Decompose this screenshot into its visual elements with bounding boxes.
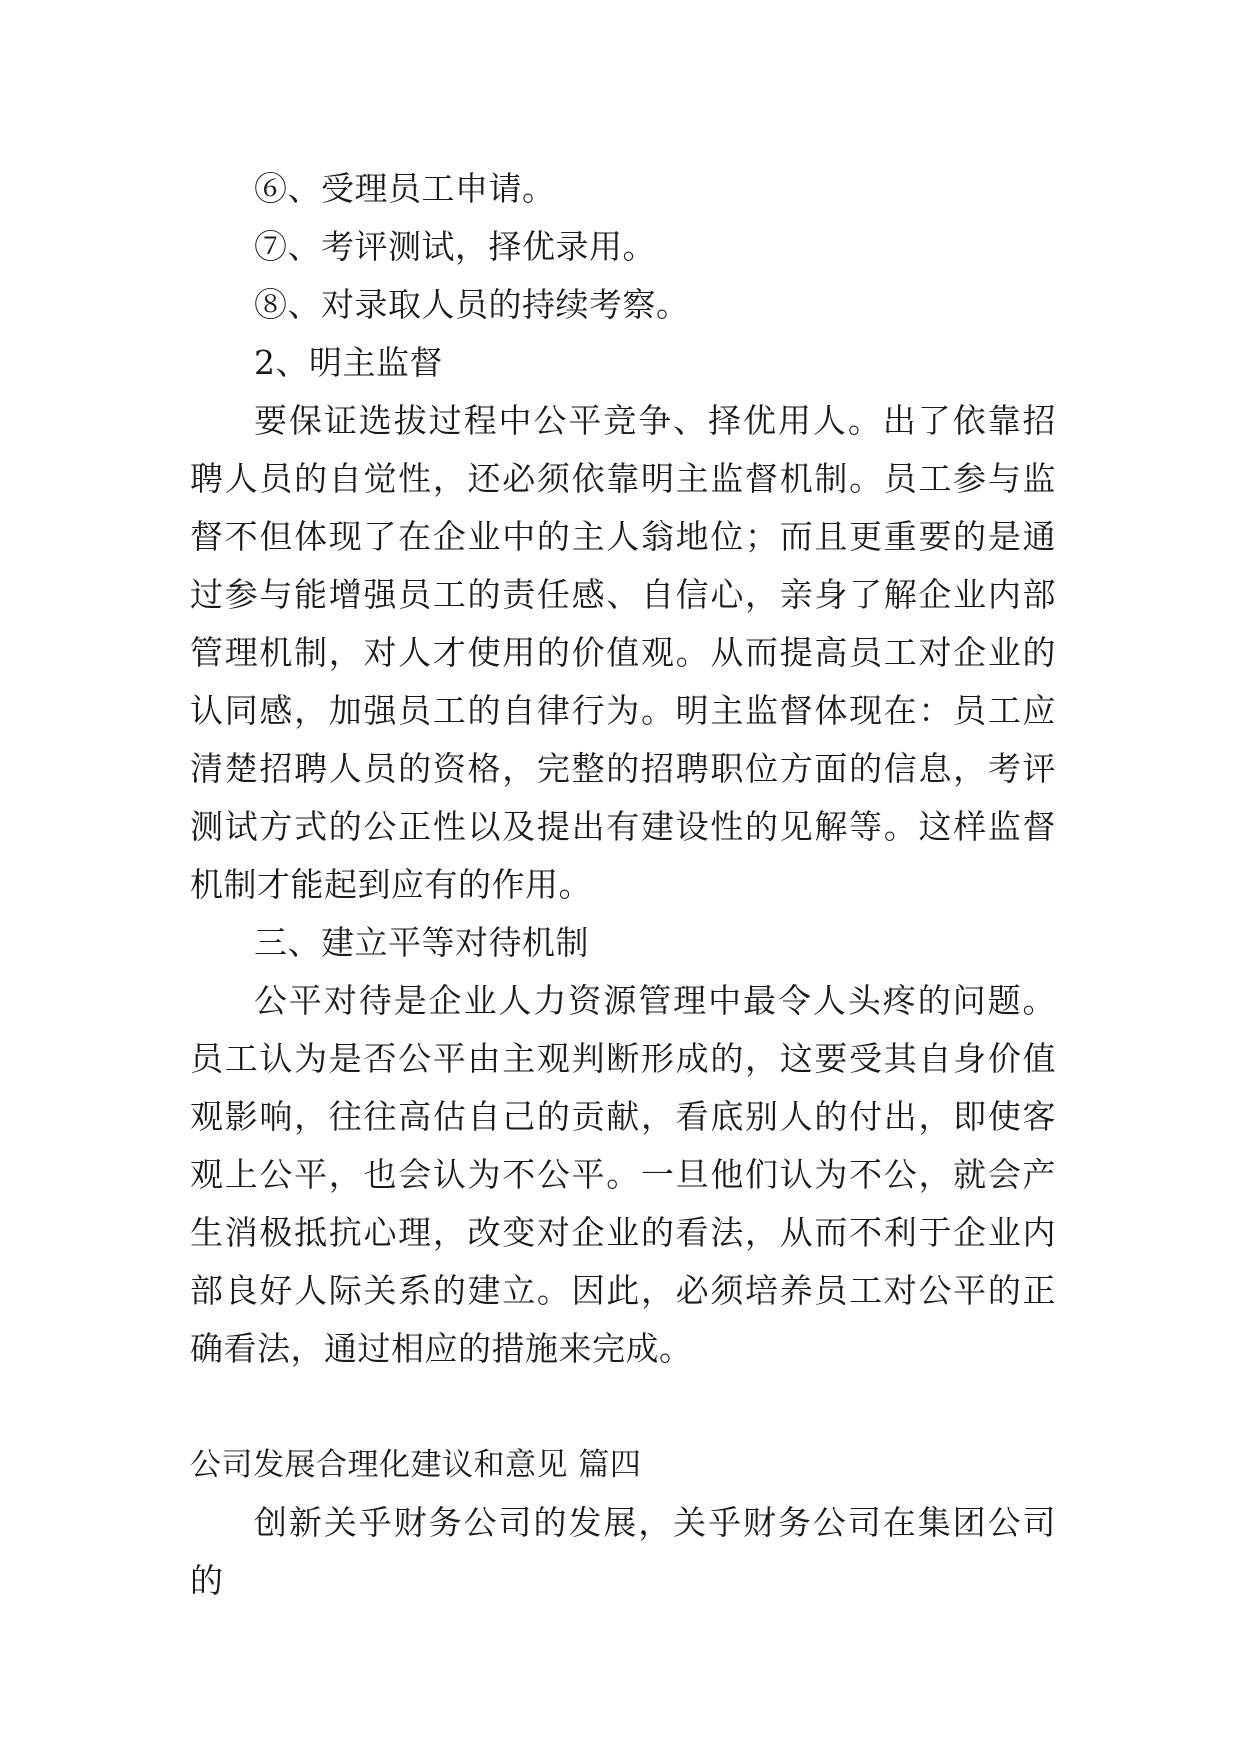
document-page	[190, 160, 1056, 1610]
subheading-democratic-supervision: 2、明主监督	[254, 343, 443, 382]
list-item: ⑦、考评测试，择优录用。	[254, 227, 656, 266]
list-item: ⑥、受理员工申请。	[254, 169, 556, 208]
paragraph-innovation: 创新关乎财务公司的发展，关乎财务公司在集团公司的	[190, 1503, 1056, 1600]
paragraph-supervision: 要保证选拔过程中公平竞争、择优用人。出了依靠招聘人员的自觉性，还必须依靠明主监督机制。员工参与监督不但体现了在企业中的主人翁地位；而且更重要的是通过参与能增强员工的责任感、自信心，亲身了解企业内部管理机制，对人才使用的价值观。从而提高员工对企业的认同感，加强员工的自律行为。明主监督体现在：员工应清楚招聘人员的资格，完整的招聘职位方面的信息，考评测试方式的公正性以及提出有建设性的见解等。这样监督机制才能起到应有的作用。	[190, 401, 1056, 904]
section-title: 公司发展合理化建议和意见 篇四	[190, 1447, 642, 1483]
list-item: ⑧、对录取人员的持续考察。	[254, 285, 690, 324]
paragraph-fairness: 公平对待是企业人力资源管理中最令人头疼的问题。员工认为是否公平由主观判断形成的，这要受其自身价值观影响，往往高估自己的贡献，看底别人的付出，即使客观上公平，也会认为不公平。一旦他们认为不公，就会产生消极抵抗心理，改变对企业的看法，从而不利于企业内部良好人际关系的建立。因此，必须培养员工对公平的正确看法，通过相应的措施来完成。	[190, 981, 1056, 1368]
spacer	[190, 1378, 1056, 1436]
heading-equal-treatment: 三、建立平等对待机制	[254, 923, 589, 962]
